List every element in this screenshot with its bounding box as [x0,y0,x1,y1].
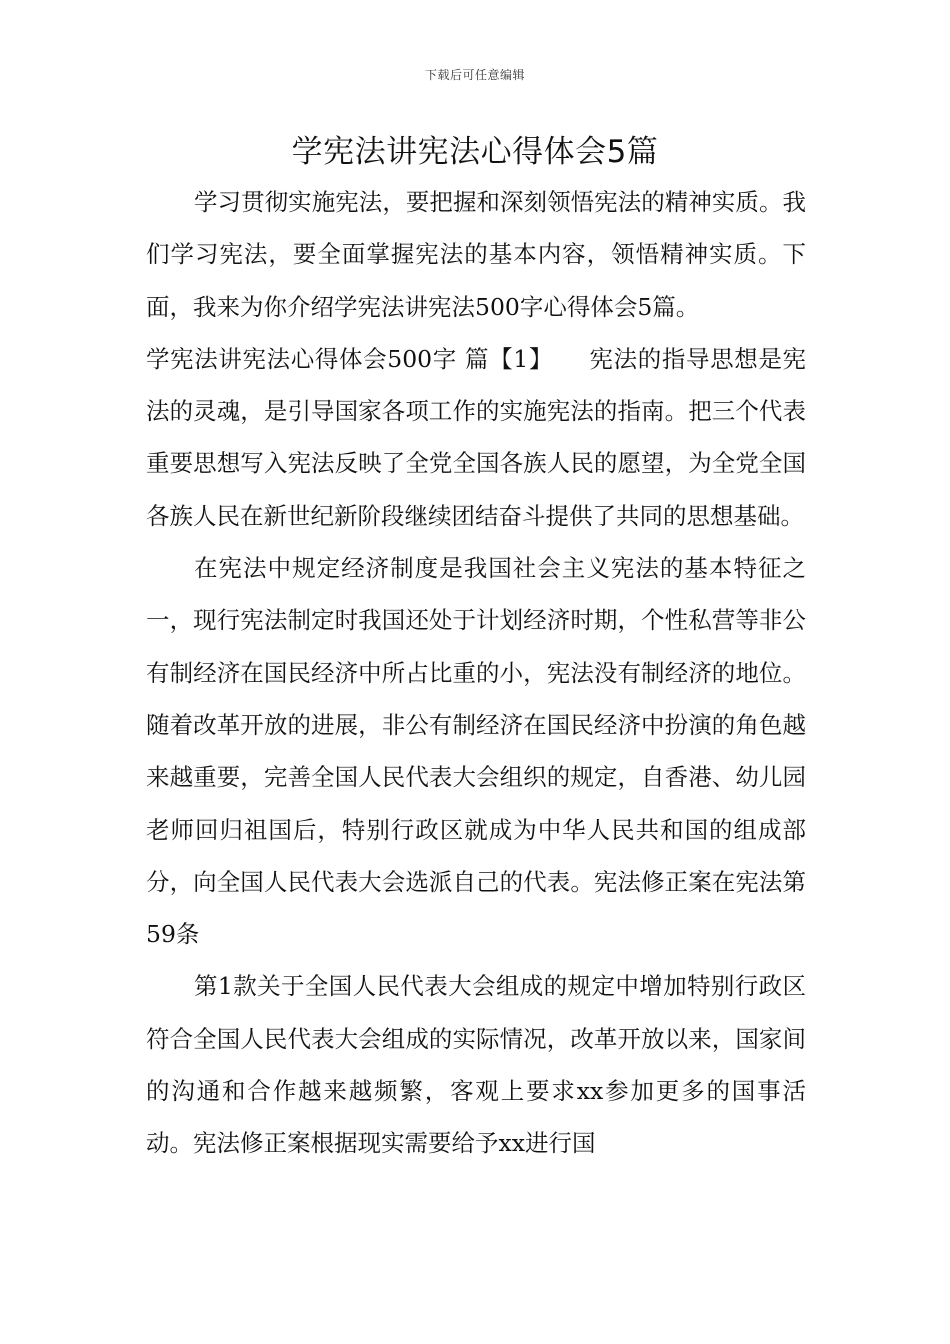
document-body [146,176,806,1170]
header-note: 下载后可任意编辑 [424,68,525,82]
paragraph-section-1: 学宪法讲宪法心得体会500字 篇【1】 宪法的指导思想是宪法的灵魂，是引导国家各项工作的实施宪法的指南。把三个代表重要思想写入宪法反映了全党全国各族人民的愿望，为全党全国各族人民在新世纪新阶段继续团结奋斗提供了共同的思想基础。 [146,344,806,530]
paragraph-intro: 学习贯彻实施宪法，要把握和深刻领悟宪法的精神实质。我们学习宪法，要全面掌握宪法的基本内容，领悟精神实质。下面，我来为你介绍学宪法讲宪法500字心得体会5篇。 [146,188,806,321]
document-title: 学宪法讲宪法心得体会5篇 [291,134,659,170]
paragraph-economic-system: 在宪法中规定经济制度是我国社会主义宪法的基本特征之一，现行宪法制定时我国还处于计划经济时期，个性私营等非公有制经济在国民经济中所占比重的小，宪法没有制经济的地位。随着改革开放的进展，非公有制经济在国民经济中扮演的角色越来越重要，完善全国人民代表大会组织的规定，自香港、幼儿园老师回归祖国后，特别行政区就成为中华人民共和国的组成部分，向全国人民代表大会选派自己的代表。宪法修正案在宪法第59条 [146,554,806,949]
paragraph-npc-composition: 第1款关于全国人民代表大会组成的规定中增加特别行政区符合全国人民代表大会组成的实际情况，改革开放以来，国家间的沟通和合作越来越频繁，客观上要求xx参加更多的国事活动。宪法修正案根据现实需要给予xx进行国 [146,972,806,1158]
